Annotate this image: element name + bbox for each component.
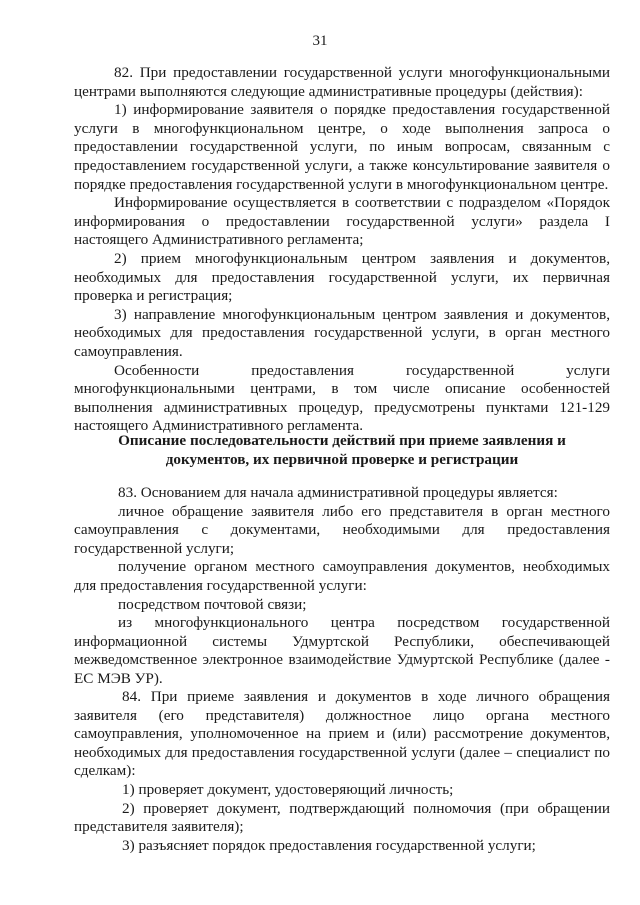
paragraph-82 (74, 64, 610, 436)
text-line: предоставлении государственной услуги, по иным вопросам, связанным с (74, 138, 610, 156)
paragraph-84 (74, 688, 610, 855)
text-line: самоуправления. (74, 342, 183, 360)
heading-line: документов, их первичной проверке и регистрации (165, 450, 519, 468)
text-line: многофункциональными центрами, в том числе описание особенностей (74, 380, 610, 398)
text-line: представителя заявителя); (74, 818, 244, 836)
text-line: порядке предоставления государственной услуги в многофункциональном центре. (74, 175, 609, 193)
text-line: для предоставления государственной услуги: (74, 576, 367, 594)
text-line: 2) проверяет документ, подтверждающий полномочия (при обращении (122, 799, 610, 817)
text-line: 3) разъясняет порядок предоставления государственной услуги; (122, 836, 536, 854)
text-line: Информирование осуществляется в соответствии с подразделом «Порядок (114, 194, 610, 212)
text-line: получение органом местного самоуправления документов, необходимых (118, 558, 610, 576)
text-line: предоставлением государственной услуги, а также консультирование заявителя о (74, 156, 610, 174)
heading-line: Описание последовательности действий при приеме заявления и (118, 432, 566, 449)
text-line: межведомственное электронное взаимодействие Удмуртской Республике (далее - (74, 651, 610, 669)
text-line: проверка и регистрация; (74, 287, 233, 305)
text-line: 82. При предоставлении государственной услуги многофункциональными (114, 64, 610, 81)
text-line: 83. Основанием для начала административной процедуры является: (118, 484, 558, 501)
text-line: сделкам): (74, 762, 136, 780)
text-line: самоуправления, уполномоченное на прием и (или) рассмотрение документов, (74, 725, 610, 743)
text-line: необходимых для предоставления государственной услуги, в орган местного (74, 324, 610, 342)
text-line: услуги в многофункциональном центре, о ходе выполнения запроса о (74, 119, 610, 137)
page-number: 31 (312, 33, 328, 49)
text-line: выполнения административных процедур, предусмотрены пунктами 121-129 (74, 398, 610, 416)
text-line: информационной системы Удмуртской Республики, обеспечивающей (74, 632, 610, 650)
text-line: личное обращение заявителя либо его представителя в орган местного (118, 502, 610, 520)
text-line: центрами выполняются следующие административные процедуры (действия): (74, 82, 583, 100)
text-line: 84. При приеме заявления и документов в ходе личного обращения (122, 688, 610, 705)
text-line: из многофункционального центра посредством государственной (118, 614, 610, 632)
text-line: 1) проверяет документ, удостоверяющий личность; (122, 780, 454, 798)
section-heading (74, 432, 610, 469)
text-line: настоящего Административного регламента; (74, 231, 364, 249)
text-line: 3) направление многофункциональным центром заявления и документов, (114, 305, 610, 323)
text-line: настоящего Административного регламента. (74, 417, 364, 435)
text-line: 2) прием многофункциональным центром заявления и документов, (114, 249, 610, 267)
text-line: Особенности предоставления государственной услуги (114, 361, 610, 379)
text-line: ЕС МЭВ УР). (74, 669, 163, 687)
text-line: заявителя (его представителя) должностное лицо органа местного (74, 706, 610, 724)
paragraph-83 (74, 484, 610, 689)
text-line: необходимых для предоставления государственной услуги (далее – специалист по (74, 743, 610, 761)
text-line: государственной услуги; (74, 539, 235, 557)
text-line: необходимых для предоставления государственной услуги, их первичная (74, 268, 610, 286)
text-line: самоуправления с документами, необходимыми для предоставления (74, 521, 610, 539)
text-line: информирования о предоставлении государственной услуги» раздела I (74, 212, 610, 230)
text-line: посредством почтовой связи; (118, 595, 307, 613)
text-line: 1) информирование заявителя о порядке предоставления государственной (114, 101, 610, 119)
